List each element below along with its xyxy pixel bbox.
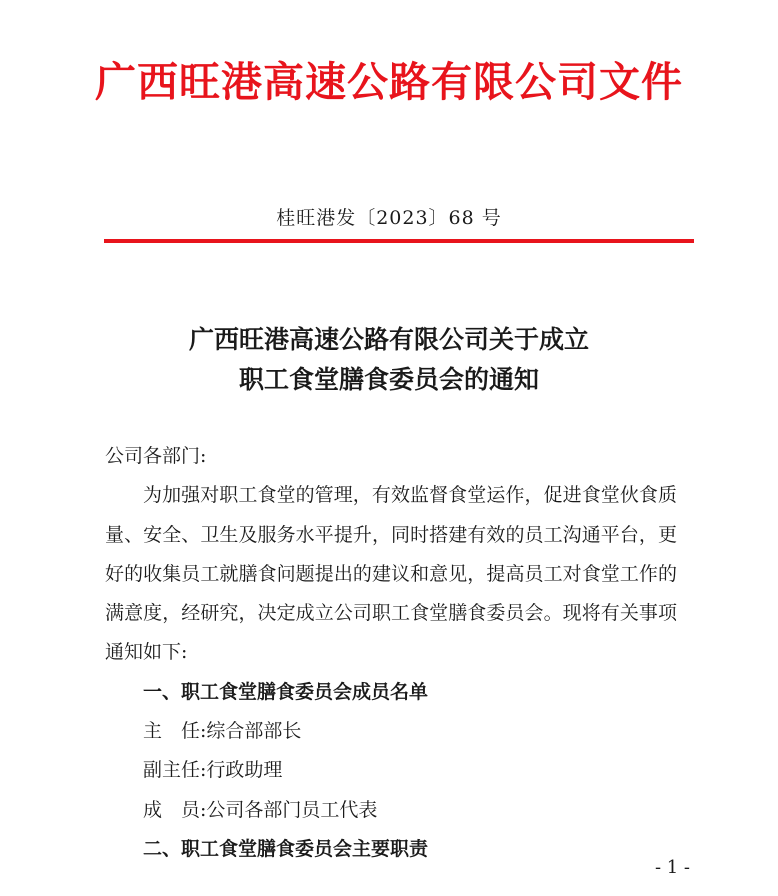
member-role: 主 任: bbox=[143, 720, 207, 743]
notice-body bbox=[105, 437, 677, 869]
member-value: 公司各部门员工代表 bbox=[206, 798, 378, 821]
document-header-title: 广西旺港高速公路有限公司文件 bbox=[95, 58, 683, 106]
member-line-director bbox=[105, 712, 677, 751]
section-heading-duties: 二、职工食堂膳食委员会主要职责 bbox=[143, 837, 429, 860]
member-role: 副主任: bbox=[143, 759, 207, 782]
salutation: 公司各部门: bbox=[105, 445, 207, 467]
intro-paragraph: 为加强对职工食堂的管理，有效监督食堂运作，促进食堂伙食质量、安全、卫生及服务水平提升，同时搭建有效的员工沟通平台，更好的收集员工就膳食问题提出的建议和意见，提高员工对食堂工作的满意度，经研究，决定成立公司职工食堂膳食委员会。现将有关事项通知如下: bbox=[105, 484, 677, 664]
member-value: 行政助理 bbox=[206, 759, 283, 782]
member-value: 综合部部长 bbox=[206, 720, 302, 743]
page-number: - 1 - bbox=[654, 857, 690, 878]
document-number: 桂旺港发〔2023〕68 号 bbox=[276, 207, 502, 229]
notice-title-line-2: 职工食堂膳食委员会的通知 bbox=[238, 365, 539, 394]
notice-title bbox=[0, 320, 778, 400]
section-heading-members: 一、职工食堂膳食委员会成员名单 bbox=[143, 680, 429, 703]
member-role: 成 员: bbox=[143, 798, 207, 821]
notice-title-line-1: 广西旺港高速公路有限公司关于成立 bbox=[188, 325, 589, 354]
red-header-rule bbox=[104, 239, 694, 243]
member-line-deputy-director bbox=[105, 751, 677, 790]
member-line-members bbox=[105, 791, 677, 830]
